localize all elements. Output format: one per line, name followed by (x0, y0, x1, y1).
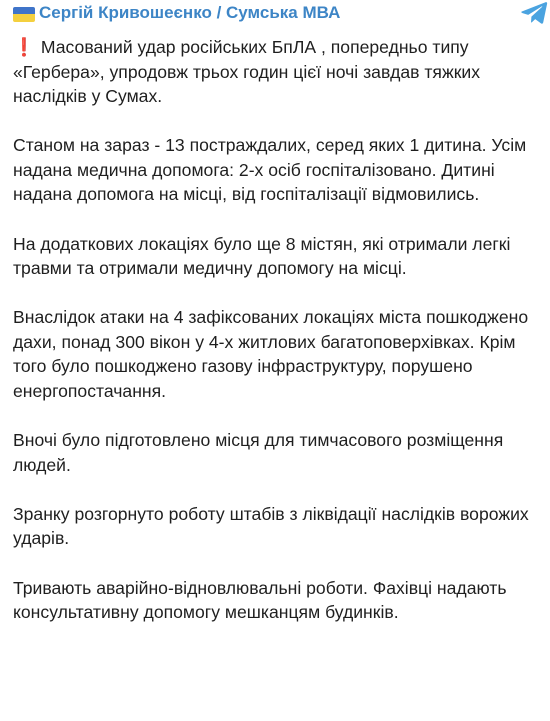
message-paragraph: Внаслідок атаки на 4 зафіксованих локаціях міста пошкоджено дахи, понад 300 вікон у 4-х житлових багатоповерхівках. Крім того було пошкоджено газову інфраструктуру, порушено енергопостачання. (13, 307, 529, 401)
message-paragraph: Вночі було підготовлено місця для тимчасового розміщення людей. (13, 430, 504, 475)
message-paragraph: Станом на зараз - 13 постраждалих, серед яких 1 дитина. Усім надана медична допомога: 2-х осіб госпіталізовано. Дитині надана допомога на місці, від госпіталізації відмовились. (13, 135, 527, 205)
send-icon-shape (521, 2, 547, 24)
flag-blue-stripe (13, 7, 35, 15)
message-body (13, 35, 543, 625)
telegram-send-icon[interactable] (520, 1, 548, 25)
message-paragraph (13, 35, 543, 109)
channel-name-link[interactable]: Сергій Кривошеєнко / Сумська МВА (39, 3, 341, 22)
message-paragraph: Зранку розгорнуто роботу штабів з ліквідації наслідків ворожих ударів. (13, 503, 529, 549)
ukraine-flag-icon (13, 7, 35, 22)
flag-yellow-stripe (13, 14, 35, 22)
alert-exclamation-icon: ❗ (13, 37, 35, 57)
message-paragraph: На додаткових локаціях було ще 8 містян, які отримали легкі травми та отримали медичну допомогу на місці. (13, 233, 511, 279)
message-paragraph: Тривають аварійно-відновлювальні роботи. Фахівці надають консультативну допомогу мешканцям будинків. (13, 577, 507, 623)
message-header (13, 0, 538, 26)
paragraph-text: Масований удар російських БпЛА , попередньо типу «Гербера», упродовж трьох годин цієї ночі завдав тяжких наслідків у Сумах. (13, 37, 481, 106)
